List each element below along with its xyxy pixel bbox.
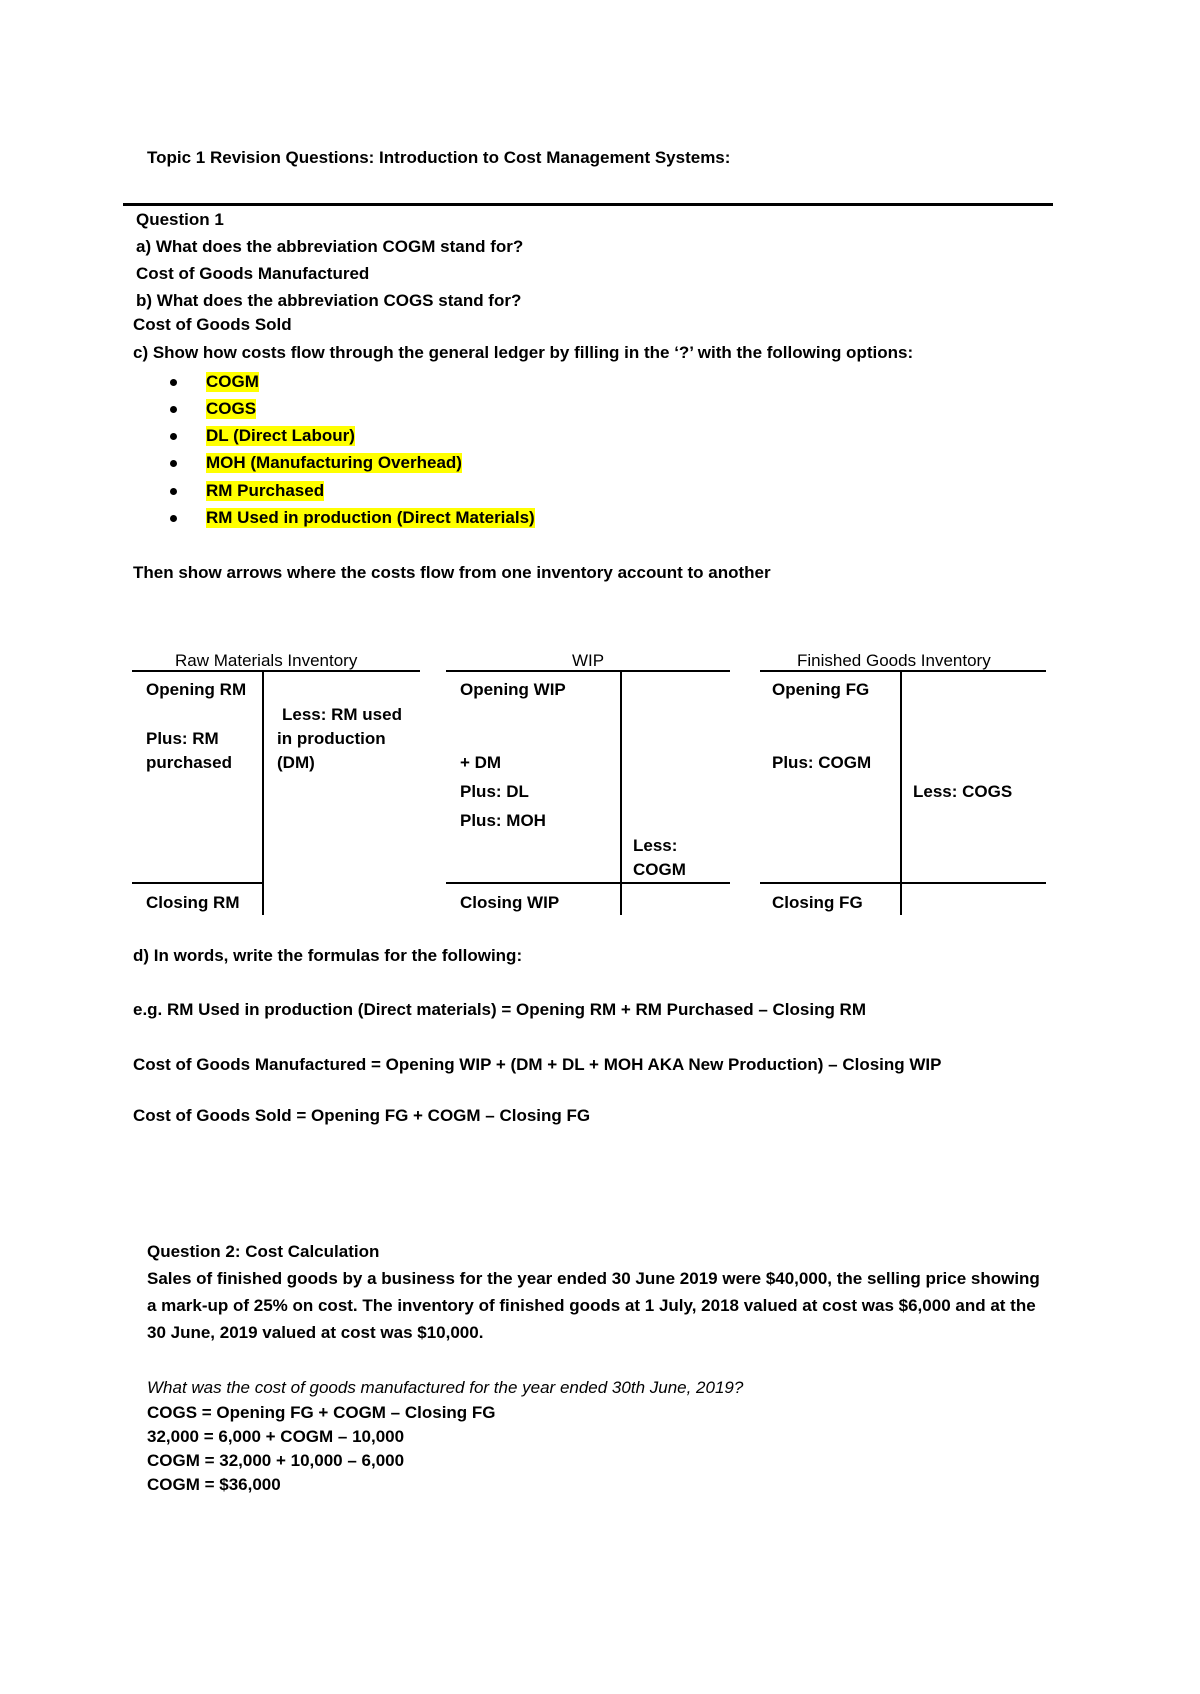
rm-opening: Opening RM — [146, 680, 247, 699]
wip-less-2: COGM — [633, 860, 686, 879]
answer-1b: Cost of Goods Sold — [133, 315, 292, 334]
ledger-bottom-line — [262, 913, 264, 915]
working-line: 32,000 = 6,000 + COGM – 10,000 — [147, 1427, 405, 1446]
wip-moh: Plus: MOH — [460, 811, 546, 830]
option-item: COGS — [206, 399, 257, 418]
ledger-closing-line — [132, 882, 264, 884]
ledger-closing-line — [446, 882, 730, 884]
answer-1a: Cost of Goods Manufactured — [136, 264, 370, 283]
option-item: RM Purchased — [206, 481, 325, 500]
bullet-icon — [170, 406, 177, 413]
formula-cogs: Cost of Goods Sold = Opening FG + COGM – Closing FG — [133, 1106, 591, 1125]
ledger-top-line — [446, 670, 730, 672]
option-item: MOH (Manufacturing Overhead) — [206, 453, 462, 472]
ledger-divider — [620, 670, 622, 915]
rm-plus-2: purchased — [146, 753, 232, 772]
rm-less-2: in production — [277, 729, 386, 748]
question-2-line-3: 30 June, 2019 valued at cost was $10,000. — [147, 1323, 484, 1342]
wip-closing: Closing WIP — [460, 893, 560, 912]
page-title: Topic 1 Revision Questions: Introduction to Cost Management Systems: — [147, 148, 731, 167]
question-1-heading: Question 1 — [136, 210, 224, 229]
wip-opening: Opening WIP — [460, 680, 566, 699]
working-line: COGM = 32,000 + 10,000 – 6,000 — [147, 1451, 405, 1470]
ledger-divider — [900, 670, 902, 915]
ledger-top-line — [760, 670, 1046, 672]
question-1a: a) What does the abbreviation COGM stand for? — [136, 237, 524, 256]
ledger-title: Raw Materials Inventory — [175, 651, 358, 670]
wip-less-1: Less: — [633, 836, 678, 855]
bullet-icon — [170, 433, 177, 440]
ledger-closing-line — [760, 882, 1046, 884]
question-1d: d) In words, write the formulas for the following: — [133, 946, 523, 965]
rm-less-3: (DM) — [277, 753, 315, 772]
formula-cogm: Cost of Goods Manufactured = Opening WIP + (DM + DL + MOH AKA New Production) – Closing WIP — [133, 1055, 942, 1074]
arrows-instruction: Then show arrows where the costs flow from one inventory account to another — [133, 563, 771, 582]
rm-closing: Closing RM — [146, 893, 240, 912]
ledger-title: WIP — [572, 651, 605, 670]
title-divider — [123, 203, 1053, 206]
question-1b: b) What does the abbreviation COGS stand for? — [136, 291, 522, 310]
formula-example: e.g. RM Used in production (Direct materials) = Opening RM + RM Purchased – Closing RM — [133, 1000, 866, 1019]
ledger-title: Finished Goods Inventory — [797, 651, 991, 670]
option-item: COGM — [206, 372, 259, 391]
ledger-top-line — [132, 670, 420, 672]
bullet-icon — [170, 515, 177, 522]
rm-plus-1: Plus: RM — [146, 729, 219, 748]
question-2-prompt: What was the cost of goods manufactured for the year ended 30th June, 2019? — [147, 1378, 744, 1397]
wip-dm: + DM — [460, 753, 502, 772]
question-2-line-2: a mark-up of 25% on cost. The inventory of finished goods at 1 July, 2018 valued at cost was $6,000 and at the — [147, 1296, 1036, 1315]
working-line: COGM = $36,000 — [147, 1475, 281, 1494]
fg-less: Less: COGS — [913, 782, 1013, 801]
bullet-icon — [170, 460, 177, 467]
option-item: RM Used in production (Direct Materials) — [206, 508, 535, 527]
bullet-icon — [170, 488, 177, 495]
question-2-line-1: Sales of finished goods by a business for the year ended 30 June 2019 were $40,000, the selling price showing — [147, 1269, 1040, 1288]
fg-closing: Closing FG — [772, 893, 863, 912]
fg-opening: Opening FG — [772, 680, 870, 699]
question-2-heading: Question 2: Cost Calculation — [147, 1242, 380, 1261]
option-item: DL (Direct Labour) — [206, 426, 355, 445]
rm-less-1: Less: RM used — [282, 705, 402, 724]
wip-dl: Plus: DL — [460, 782, 529, 801]
fg-plus: Plus: COGM — [772, 753, 872, 772]
question-1c: c) Show how costs flow through the general ledger by filling in the ‘?’ with the following options: — [133, 343, 914, 362]
bullet-icon — [170, 379, 177, 386]
working-line: COGS = Opening FG + COGM – Closing FG — [147, 1403, 496, 1422]
ledger-divider — [262, 670, 264, 915]
